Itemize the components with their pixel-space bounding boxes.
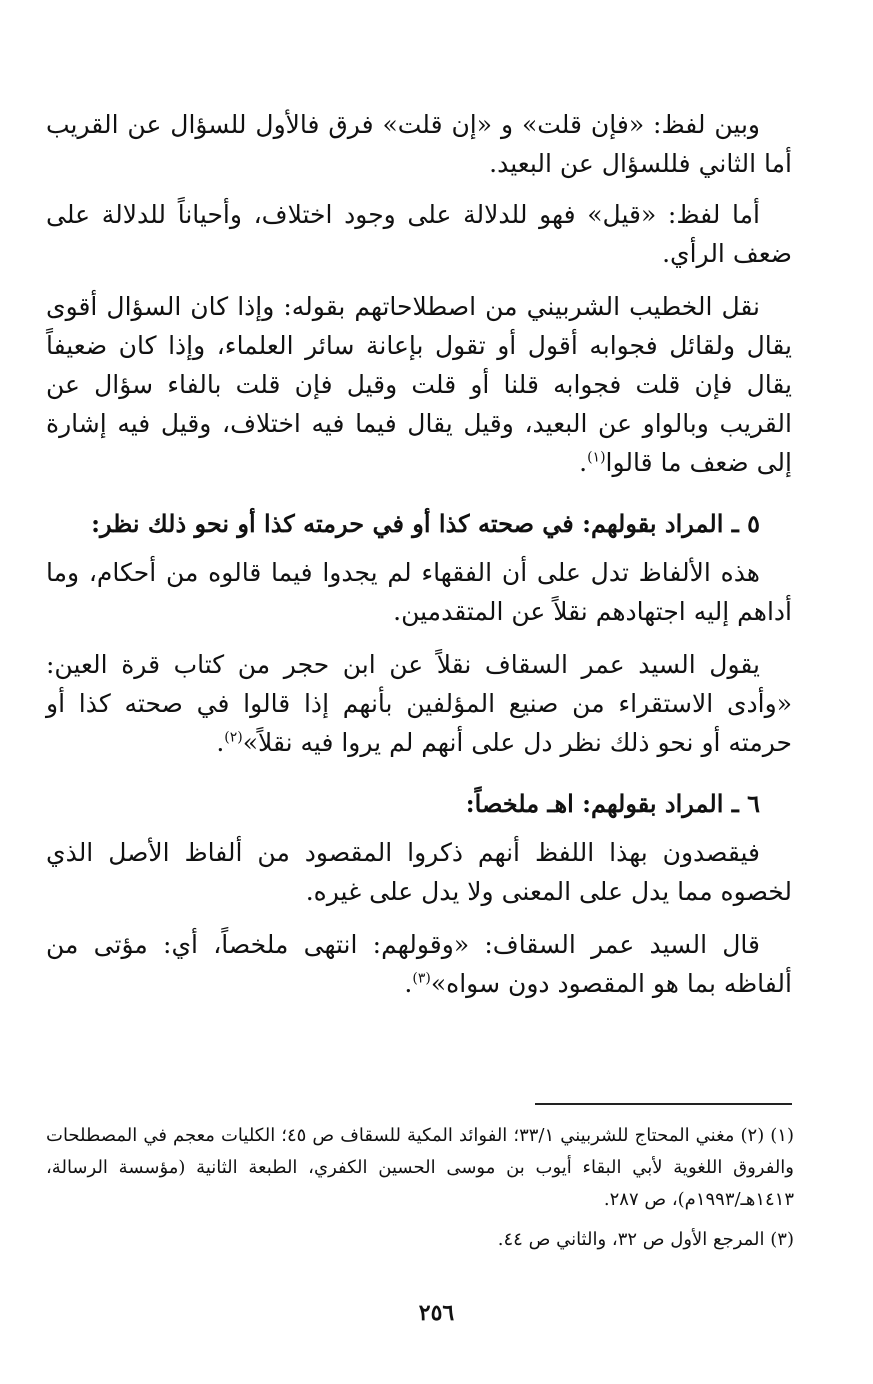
footnote-ref-1: (١): [587, 449, 606, 466]
paragraph-7-end: .: [404, 969, 413, 998]
paragraph-1: [46, 105, 792, 183]
paragraph-4: [46, 553, 792, 631]
footnote-1: (١) (٢) مغني المحتاج للشربيني ٣٣/١؛ الفوائد المكية للسقاف ص ٤٥؛ الكليات معجم في المصطلحات والفروق اللغوية لأبي البقاء أيوب بن موسى الحسين الكفري، الطبعة الثانية (مؤسسة الرسالة، ١٤١٣هـ/١٩٩٣م)، ص ٢٨٧.: [46, 1125, 794, 1210]
page-number: ٢٥٦: [418, 1300, 455, 1326]
paragraph-7-text: قال السيد عمر السقاف: «وقولهم: انتهى ملخصاً، أي: مؤتى من ألفاظه بما هو المقصود دون سواه»: [46, 930, 792, 998]
footnotes: [46, 1120, 794, 1264]
paragraph-2: [46, 195, 792, 273]
paragraph-5-end: .: [216, 728, 225, 757]
paragraph-3-end: .: [579, 448, 588, 477]
paragraph-7: [46, 925, 792, 1003]
section-heading-5: ٥ ـ المراد بقولهم: في صحته كذا أو في حرمته كذا أو نحو ذلك نظر:: [91, 509, 760, 538]
paragraph-6-text: فيقصدون بهذا اللفظ أنهم ذكروا المقصود من ألفاظ الأصل الذي لخصوه مما يدل على المعنى ولا يدل على غيره.: [46, 838, 792, 906]
paragraph-1-text: وبين لفظ: «فإن قلت» و «إن قلت» فرق فالأول للسؤال عن القريب أما الثاني فللسؤال عن البعيد.: [46, 110, 792, 178]
section-heading-6: ٦ ـ المراد بقولهم: اهـ ملخصاً:: [465, 789, 760, 818]
paragraph-4-text: هذه الألفاظ تدل على أن الفقهاء لم يجدوا فيما قالوه من أحكام، وما أداهم إليه اجتهادهم نقلاً عن المتقدمين.: [46, 558, 792, 626]
footnote-ref-3: (٣): [412, 970, 431, 987]
footnote-ref-2: (٢): [224, 729, 243, 746]
paragraph-3: [46, 287, 792, 482]
paragraph-3-text: نقل الخطيب الشربيني من اصطلاحاتهم بقوله: وإذا كان السؤال أقوى يقال ولقائل فجوابه أقول أو تقول بإعانة سائر العلماء، وإذا كان ضعيفاً يقال فإن قلت فجوابه قلنا أو قلت وقيل فإن قلت بالفاء سؤال عن القريب وبالواو عن البعيد، وقيل يقال فيما فيه اختلاف، وقيل فيه إشارة إلى ضعف ما قالوا: [46, 292, 792, 477]
footnote-separator: [535, 1103, 792, 1105]
paragraph-6: [46, 833, 792, 911]
footnote-2: (٣) المرجع الأول ص ٣٢، والثاني ص ٤٤.: [497, 1229, 794, 1250]
page-body: [46, 105, 792, 1017]
paragraph-5: [46, 645, 792, 762]
paragraph-2-text: أما لفظ: «قيل» فهو للدلالة على وجود اختلاف، وأحياناً للدلالة على ضعف الرأي.: [46, 200, 792, 268]
paragraph-5-text: يقول السيد عمر السقاف نقلاً عن ابن حجر من كتاب قرة العين: «وأدى الاستقراء من صنيع المؤلفين بأنهم إذا قالوا في صحته كذا أو حرمته أو نحو ذلك نظر دل على أنهم لم يروا فيه نقلاً»: [46, 650, 792, 757]
